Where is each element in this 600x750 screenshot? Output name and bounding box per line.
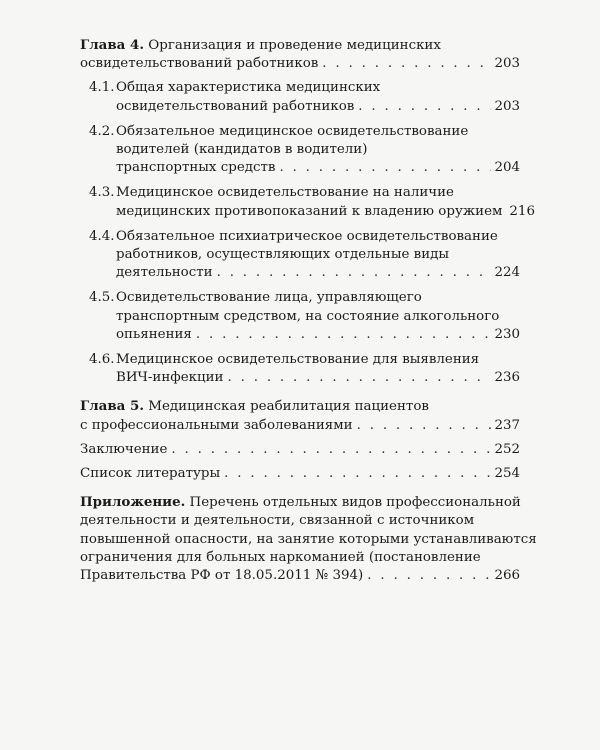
section-title-line: Обязательное психиатрическое освидетельствование <box>116 228 498 244</box>
appendix-title-line: Правительства РФ от 18.05.2011 № 394) <box>80 568 364 584</box>
page-number: 224 <box>494 265 520 281</box>
toc-last-line <box>80 55 520 73</box>
toc-line <box>89 79 520 97</box>
toc-entry-references[interactable] <box>80 465 520 483</box>
toc-last-line <box>89 159 520 177</box>
toc-last-line <box>80 567 520 585</box>
section-number: 4.6. <box>89 352 115 368</box>
section-number: 4.1. <box>89 80 115 96</box>
section-title-line: медицинских противопоказаний к владению оружием <box>116 203 503 219</box>
page-number: 266 <box>494 568 520 584</box>
toc-line <box>89 123 520 141</box>
toc-entry-4-6[interactable] <box>89 351 520 387</box>
toc-entry-appendix[interactable] <box>80 493 537 585</box>
dot-leader <box>367 567 491 585</box>
section-title-line: транспортных средств <box>116 160 276 176</box>
chapter-title-line: Медицинская реабилитация пациентов <box>148 399 429 415</box>
toc-line <box>89 289 520 307</box>
toc-entry-4-2[interactable] <box>89 123 520 178</box>
table-of-contents <box>80 36 537 591</box>
page-number: 203 <box>494 98 520 114</box>
section-title-line: работников, осуществляющих отдельные виды <box>116 247 450 263</box>
page-number: 230 <box>494 326 520 342</box>
page-number: 204 <box>494 160 520 176</box>
toc-line <box>80 36 520 55</box>
dot-leader <box>227 369 491 387</box>
section-number: 4.4. <box>89 228 115 244</box>
dot-leader <box>217 264 492 282</box>
toc-entry-4-1[interactable] <box>89 79 520 115</box>
toc-line <box>89 351 520 369</box>
toc-entry-4-3[interactable] <box>89 184 535 220</box>
section-title-line: освидетельствований работников <box>116 98 355 114</box>
toc-line <box>80 493 520 512</box>
dot-leader <box>357 417 492 435</box>
page-number: 203 <box>494 56 520 72</box>
toc-last-line <box>89 264 520 282</box>
appendix-title-line: повышенной опасности, на занятие которыми устанавливаются <box>80 531 537 547</box>
toc-entry-4-4[interactable] <box>89 228 520 283</box>
toc-entry-chapter-4[interactable] <box>80 36 520 73</box>
chapter-title-line: Организация и проведение медицинских <box>148 38 441 53</box>
toc-entry-4-5[interactable] <box>89 289 520 344</box>
page-number: 236 <box>494 370 520 386</box>
section-title-line: водителей (кандидатов в водители) <box>116 142 368 158</box>
section-title-line: Медицинское освидетельствование для выявления <box>116 352 480 368</box>
section-title-line: Общая характеристика медицинских <box>116 80 381 96</box>
toc-last-line <box>80 465 520 483</box>
section-title-line: деятельности <box>116 265 213 281</box>
toc-last-line <box>89 369 520 387</box>
section-title-line: транспортным средством, на состояние алкогольного <box>116 308 500 324</box>
toc-last-line <box>89 203 535 221</box>
page-number: 237 <box>494 417 520 433</box>
appendix-title-line: Перечень отдельных видов профессиональной <box>189 495 521 511</box>
dot-leader <box>279 159 491 177</box>
section-number: 4.5. <box>89 290 115 306</box>
toc-last-line <box>80 417 520 435</box>
toc-line <box>89 228 520 246</box>
entry-title: Список литературы <box>80 466 221 482</box>
toc-line <box>89 184 520 202</box>
chapter-title-line: освидетельствований работников <box>80 56 319 72</box>
chapter-title-line: с профессиональными заболеваниями <box>80 417 353 433</box>
section-number: 4.2. <box>89 123 115 139</box>
section-title-line: опьянения <box>116 326 192 342</box>
section-number: 4.3. <box>89 185 115 201</box>
dot-leader <box>196 326 492 344</box>
toc-entry-conclusion[interactable] <box>80 441 520 459</box>
dot-leader <box>171 441 491 459</box>
section-title-line: ВИЧ-инфекции <box>116 370 224 386</box>
dot-leader <box>224 465 491 483</box>
dot-leader <box>358 98 491 116</box>
page-number: 254 <box>494 466 520 482</box>
chapter-label: Глава 5. <box>80 398 144 415</box>
page-number: 252 <box>494 441 520 457</box>
chapter-label: Глава 4. <box>80 37 144 53</box>
page-number: 216 <box>509 203 535 219</box>
section-title-line: Освидетельствование лица, управляющего <box>116 290 422 306</box>
appendix-title-line: деятельности и деятельности, связанной с источником <box>80 513 475 529</box>
toc-last-line <box>89 98 520 116</box>
toc-last-line <box>80 441 520 459</box>
appendix-title-line: ограничения для больных наркоманией (постановление <box>80 549 481 565</box>
entry-title: Заключение <box>80 441 168 457</box>
toc-line <box>80 397 520 416</box>
appendix-label: Приложение. <box>80 494 186 511</box>
section-title-line: Медицинское освидетельствование на наличие <box>116 185 454 201</box>
section-title-line: Обязательное медицинское освидетельствование <box>116 123 469 139</box>
toc-entry-chapter-5[interactable] <box>80 397 520 434</box>
toc-last-line <box>89 326 520 344</box>
dot-leader <box>322 55 491 73</box>
